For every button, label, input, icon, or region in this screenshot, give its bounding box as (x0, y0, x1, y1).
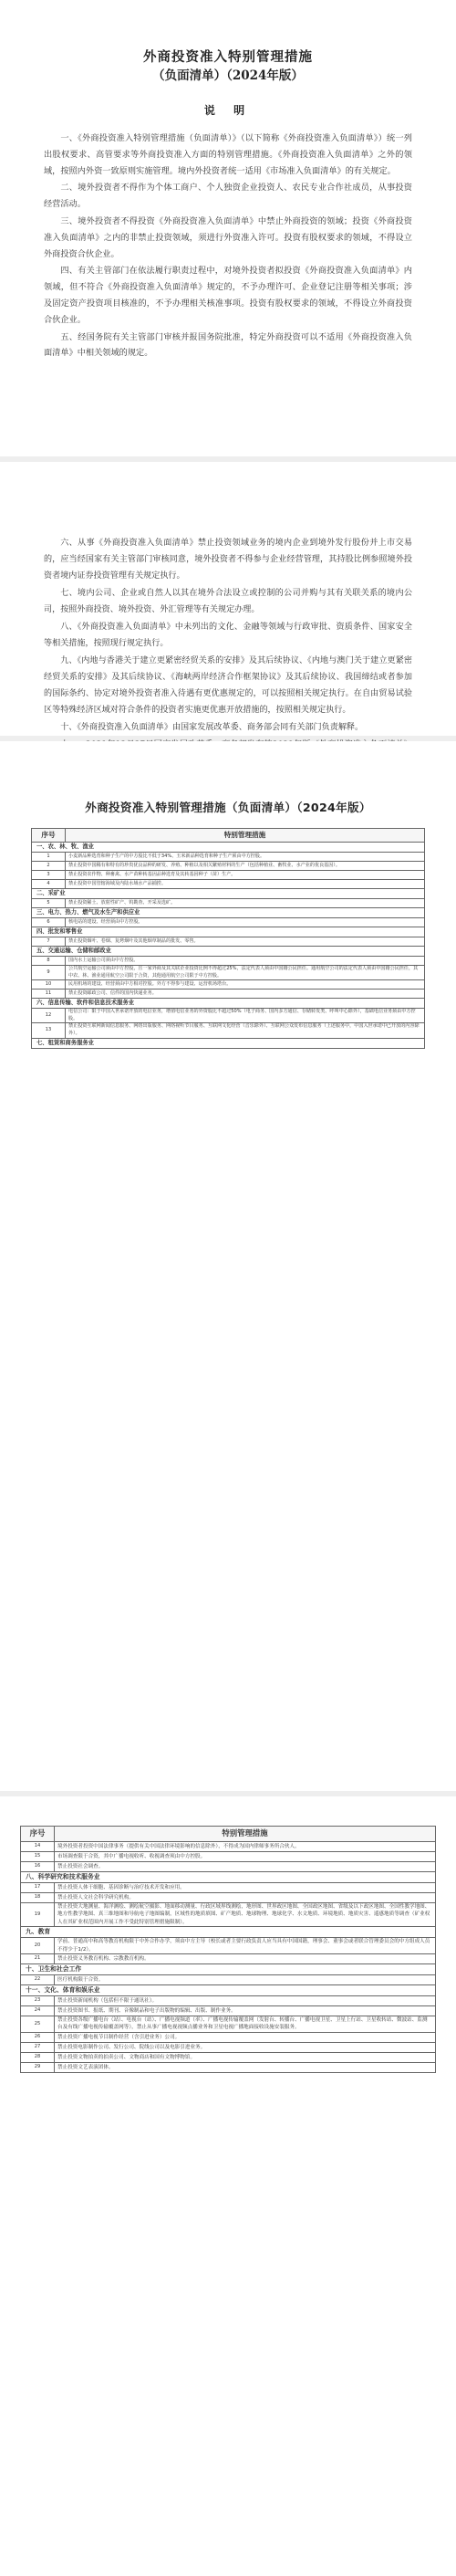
category-label: 二、采矿业 (32, 889, 425, 899)
row-number: 4 (32, 880, 66, 889)
measure-text: 禁止投资各级广播电台（站）、电视台（站）、广播电视频道（率）、广播电视传输覆盖网（发射台、转播台、广播电视卫星、卫星上行站、卫星收转站、微波站、监测台及有线广播电视传输覆盖网等），禁止从事广播电视视频点播业务和卫星电视广播地面接收设施安装服务。 (55, 2016, 436, 2033)
table-row (32, 1023, 425, 1038)
category-label: 八、科学研究和技术服务业 (21, 1872, 436, 1883)
header-measure: 特别管理措施 (66, 829, 425, 843)
measure-text: 禁止投资烟叶、卷烟、复烤烟叶及其他烟草制品的批发、零售。 (66, 937, 425, 947)
row-number: 1 (32, 853, 66, 862)
category-label: 六、信息传输、软件和信息技术服务业 (32, 999, 425, 1009)
explanation-paragraph: 二、境外投资者不得作为个体工商户、个人独资企业投资人、农民专业合作社成员，从事投资经营活动。 (44, 183, 412, 210)
document-page-3 (0, 741, 456, 1791)
header-num: 序号 (32, 829, 66, 843)
measure-text: 禁止投资农作物、种畜禽、水产苗种转基因品种选育及其转基因种子（苗）生产。 (66, 871, 425, 880)
measure-text: 禁止投资大地测量、海洋测绘、测绘航空摄影、地面移动测量、行政区域界线测绘，地形图、世界政区地图、全国政区地图、省级及以下政区地图、全国性教学地图、地方性教学地图、真三维地图和导航电子地图编制，区域性的地质填图、矿产地质、地球物理、地球化学、水文地质、环境地质、地质灾害、遥感地质等调查（矿业权人在其矿业权范围内开展工作不受此特别管理措施限制）。 (55, 1903, 436, 1927)
row-number: 28 (21, 2052, 55, 2062)
category-row (21, 1872, 436, 1883)
row-number: 24 (21, 2006, 55, 2016)
measure-text: 禁止投资邮政公司、信件的国内快递业务。 (66, 990, 425, 999)
measure-text: 医疗机构限于合资。 (55, 1975, 436, 1985)
measure-text: 禁止投资互联网新闻信息服务、网络出版服务、网络视听节目服务、互联网文化经营（音乐除外）、互联网公众发布信息服务（上述服务中，中国入世承诺中已开放的内容除外）。 (66, 1023, 425, 1038)
measure-text: 禁止投资中国管辖海域及内陆水域水产品捕捞。 (66, 880, 425, 889)
row-number: 22 (21, 1975, 55, 1985)
row-number: 5 (32, 899, 66, 908)
table-row (32, 937, 425, 947)
document-page-4 (0, 1796, 456, 2576)
measure-text: 禁止投资中国稀有和特有的珍贵优良品种的研发、养殖、种植以及相关繁殖材料的生产（包括种植业、畜牧业、水产业的优良基因）。 (66, 862, 425, 871)
category-row (32, 1038, 425, 1048)
measure-text: 国内水上运输公司须由中方控股。 (66, 957, 425, 966)
table-body-2 (21, 1842, 436, 2073)
row-number: 10 (32, 980, 66, 990)
category-label: 一、农、林、牧、渔业 (32, 843, 425, 853)
explanation-paragraph: 九、《内地与香港关于建立更紧密经贸关系的安排》及其后续协议、《内地与澳门关于建立更紧密经贸关系的安排》及其后续协议、《海峡两岸经济合作框架协议》及其后续协议、我国缔结或者参加的国际条约、协定对境外投资者准入待遇有更优惠规定的，可以按照相关规定执行。在自由贸易试验区等特殊经济区域对符合条件的投资者实施更优惠开放措施的，按照相关规定执行。 (44, 656, 412, 715)
category-row (21, 1927, 436, 1938)
category-label: 九、教育 (21, 1927, 436, 1938)
table-row (21, 1842, 436, 1852)
row-number: 23 (21, 1996, 55, 2006)
table-row (21, 1938, 436, 1954)
row-number: 16 (21, 1862, 55, 1872)
explanation-paragraph: 六、从事《外商投资准入负面清单》禁止投资领域业务的境内企业到境外发行股份并上市交易的，应当经国家有关主管部门审核同意，境外投资者不得参与企业经营管理，其持股比例参照境外投资者境内证券投资管理有关规定执行。 (44, 539, 412, 581)
table-row (21, 2032, 436, 2042)
row-number: 18 (21, 1893, 55, 1903)
measure-text: 境外投资者投资中国法律事务（提供有关中国法律环境影响的信息除外），不得成为国内律师事务所合伙人。 (55, 1842, 436, 1852)
measure-text: 禁止投资稀土、放射性矿产、钨勘查、开采及选矿。 (66, 899, 425, 908)
measure-text: 小麦新品种选育和种子生产的中方股比不低于34%、玉米新品种选育和种子生产须由中方控股。 (66, 853, 425, 862)
explanation-paragraph: 五、经国务院有关主管部门审核并报国务院批准，特定外商投资可以不适用《外商投资准入负面清单》中相关领域的规定。 (44, 331, 412, 359)
measure-text: 公共航空运输公司须由中方控股，且一家外商及其关联企业投资比例不得超过25%，法定代表人须由中国籍公民担任。通用航空公司的法定代表人须由中国籍公民担任，其中农、林、渔业通用航空公司限于合资，其他通用航空公司限于中方控股。 (66, 966, 425, 980)
table-row (32, 957, 425, 966)
measure-text: 民用机场的建设、经营须由中方相对控股。外方不得参与建设、运营机场塔台。 (66, 980, 425, 990)
table-row (21, 2006, 436, 2016)
table-header-row (32, 829, 425, 843)
table-row (32, 990, 425, 999)
row-number: 9 (32, 966, 66, 980)
document-subtitle: （负面清单）（2024年版） (152, 68, 304, 83)
table-row (32, 853, 425, 862)
table-row (21, 2016, 436, 2033)
explanation-paragraph: 八、《外商投资准入负面清单》中未列出的文化、金融等领域与行政审批、资质条件、国家安全等相关措施，按照现行规定执行。 (44, 623, 412, 648)
row-number: 17 (21, 1883, 55, 1893)
row-number: 13 (32, 1023, 66, 1038)
table-row (21, 1996, 436, 2006)
row-number: 21 (21, 1954, 55, 1964)
measure-text: 禁止投资文物拍卖的拍卖公司、文物商店和国有文物博物馆。 (55, 2052, 436, 2062)
row-number: 14 (21, 1842, 55, 1852)
table-row (32, 918, 425, 927)
table-row (32, 880, 425, 889)
measure-text: 禁止投资人体干细胞、基因诊断与治疗技术开发和应用。 (55, 1883, 436, 1893)
category-label: 五、交通运输、仓储和邮政业 (32, 947, 425, 957)
explanations-list-1 (44, 131, 412, 361)
table-row (21, 1903, 436, 1927)
measure-text: 学前、普通高中和高等教育机构限于中外合作办学，须由中方主导（校长或者主要行政负责人应当具有中国国籍，理事会、董事会或者联合管理委员会的中方组成人员不得少于1/2）。 (55, 1938, 436, 1954)
measure-text: 核电站的建设、经营须由中方控股。 (66, 918, 425, 927)
row-number: 26 (21, 2032, 55, 2042)
row-number: 25 (21, 2016, 55, 2033)
table-row (21, 1975, 436, 1985)
table-row (32, 899, 425, 908)
header-measure: 特别管理措施 (55, 1827, 436, 1842)
document-page-1 (0, 0, 456, 456)
explanations-list-2 (44, 535, 412, 770)
explanation-paragraph: 四、有关主管部门在依法履行职责过程中，对境外投资者拟投资《外商投资准入负面清单》内领域，但不符合《外商投资准入负面清单》规定的，不予办理许可、企业登记注册等相关事项；涉及固定资产投资项目核准的，不予办理相关核准事项。投资有股权要求的领域，不得设立外商投资合伙企业。 (44, 266, 412, 325)
table-row (21, 2042, 436, 2052)
explanation-paragraph: 十、《外商投资准入负面清单》由国家发展改革委、商务部会同有关部门负责解释。 (60, 723, 364, 732)
table-row (21, 1954, 436, 1964)
row-number: 8 (32, 957, 66, 966)
category-label: 七、租赁和商务服务业 (32, 1038, 425, 1048)
measure-text: 禁止投资义务教育机构、宗教教育机构。 (55, 1954, 436, 1964)
category-row (32, 947, 425, 957)
row-number: 12 (32, 1009, 66, 1023)
category-label: 四、批发和零售业 (32, 927, 425, 937)
measure-text: 禁止投资广播电视节目制作经营（含引进业务）公司。 (55, 2032, 436, 2042)
category-row (32, 889, 425, 899)
category-label: 十一、文化、体育和娱乐业 (21, 1985, 436, 1996)
table-row (21, 1893, 436, 1903)
category-row (32, 843, 425, 853)
row-number: 7 (32, 937, 66, 947)
measures-table-2 (20, 1826, 436, 2073)
category-label: 三、电力、热力、燃气及水生产和供应业 (32, 908, 425, 918)
row-number: 6 (32, 918, 66, 927)
row-number: 20 (21, 1938, 55, 1954)
row-number: 3 (32, 871, 66, 880)
table-row (32, 871, 425, 880)
document-title: 外商投资准入特别管理措施 (143, 49, 313, 65)
table-row (21, 1883, 436, 1893)
table-row (21, 2052, 436, 2062)
measure-text: 市场调查限于合资，其中广播电视收听、收视调查须由中方控股。 (55, 1852, 436, 1862)
document-page-2 (0, 462, 456, 736)
category-row (32, 927, 425, 937)
table-row (32, 1009, 425, 1023)
row-number: 29 (21, 2062, 55, 2072)
row-number: 11 (32, 990, 66, 999)
measure-text: 禁止投资社会调查。 (55, 1862, 436, 1872)
category-label: 十、卫生和社会工作 (21, 1964, 436, 1975)
row-number: 27 (21, 2042, 55, 2052)
table-header-row (21, 1827, 436, 1842)
category-row (32, 908, 425, 918)
table-row (32, 966, 425, 980)
row-number: 15 (21, 1852, 55, 1862)
explanation-paragraph: 七、境内公司、企业或自然人以其在境外合法设立或控制的公司并购与其有关联关系的境内公司，按照外商投资、境外投资、外汇管理等有关规定办理。 (44, 589, 412, 614)
explanation-paragraph: 三、境外投资者不得投资《外商投资准入负面清单》中禁止外商投资的领域；投资《外商投资准入负面清单》之内的非禁止投资领域，须进行外资准入许可。投资有股权要求的领域，不得设立外商投资合伙企业。 (44, 215, 412, 259)
table-row (21, 2062, 436, 2072)
category-row (21, 1964, 436, 1975)
header-num: 序号 (21, 1827, 55, 1842)
table-body-1 (32, 843, 425, 1049)
category-row (21, 1985, 436, 1996)
measures-table-1 (31, 828, 425, 1049)
measure-text: 禁止投资人文社会科学研究机构。 (55, 1893, 436, 1903)
measure-text: 禁止投资文艺表演团体。 (55, 2062, 436, 2072)
category-row (32, 999, 425, 1009)
explanation-paragraph: 一、《外商投资准入特别管理措施（负面清单）》（以下简称《外商投资准入负面清单》）统一列出股权要求、高管要求等外商投资准入方面的特别管理措施。《外商投资准入负面清单》之外的领域，按照内外资一致原则实施管理。境内外投资者统一适用《市场准入负面清单》的有关规定。 (44, 133, 412, 176)
section-heading: 说 明 (203, 104, 253, 117)
table-title: 外商投资准入特别管理措施（负面清单）（2024年版） (85, 801, 371, 814)
measure-text: 禁止投资电影制作公司、发行公司、院线公司以及电影引进业务。 (55, 2042, 436, 2052)
measure-text: 禁止投资新闻机构（包括但不限于通讯社）。 (55, 1996, 436, 2006)
row-number: 2 (32, 862, 66, 871)
row-number: 19 (21, 1903, 55, 1927)
table-row (32, 980, 425, 990)
table-row (21, 1862, 436, 1872)
measure-text: 禁止投资图书、报纸、期刊、音像制品和电子出版物的编辑、出版、制作业务。 (55, 2006, 436, 2016)
table-row (32, 862, 425, 871)
table-row (21, 1852, 436, 1862)
measure-text: 电信公司：限于中国入世承诺开放的电信业务，增值电信业务的外资股比不超过50%（电子商务、国内多方通信、存储转发类、呼叫中心除外），基础电信业务须由中方控股。 (66, 1009, 425, 1023)
